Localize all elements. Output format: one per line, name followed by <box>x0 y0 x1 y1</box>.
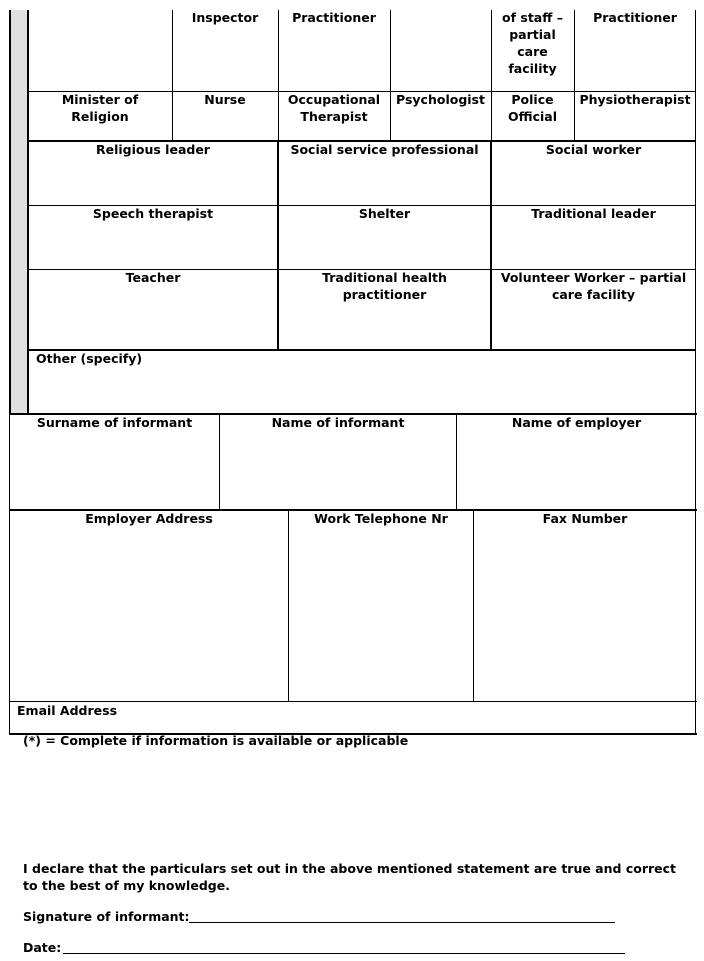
category-label: Police Official <box>508 92 557 124</box>
declaration-text: I declare that the particulars set out in the above mentioned statement are true and correct to the best of my knowledge. <box>23 861 677 893</box>
category-label: Religious leader <box>96 142 210 157</box>
category-label: Psychologist <box>396 92 485 107</box>
category-label: Traditional health practitioner <box>322 270 447 302</box>
category-label: Teacher <box>125 270 181 285</box>
name-of-informant-label: Name of informant <box>271 415 405 430</box>
category-label: Social service professional <box>290 142 479 157</box>
category-cell[interactable] <box>278 204 491 222</box>
category-label: Shelter <box>358 206 411 221</box>
date-label: Date: <box>23 940 62 955</box>
category-cell[interactable] <box>278 140 491 158</box>
table-border <box>574 10 575 140</box>
employer-address-label: Employer Address <box>85 511 213 526</box>
category-label: Speech therapist <box>92 206 214 221</box>
table-border <box>390 10 391 140</box>
category-label: Physiotherapist <box>579 92 691 107</box>
category-cell[interactable] <box>278 90 390 125</box>
footnote: (*) = Complete if information is available or applicable <box>23 733 409 748</box>
table-border <box>9 10 11 414</box>
table-border <box>277 141 279 350</box>
signature-line[interactable] <box>189 922 615 923</box>
category-cell[interactable] <box>491 8 574 77</box>
category-cell[interactable] <box>172 8 278 26</box>
category-cell[interactable] <box>390 8 491 9</box>
category-cell[interactable] <box>491 90 574 125</box>
category-label: Social worker <box>545 142 642 157</box>
work-telephone-label: Work Telephone Nr <box>314 511 448 526</box>
table-border <box>172 10 173 140</box>
category-cell[interactable] <box>28 8 172 9</box>
category-label: Minister of Religion <box>61 92 139 124</box>
category-cell[interactable] <box>28 90 172 125</box>
category-label: of staff – partial care facility <box>502 10 563 76</box>
category-label: Practitioner <box>593 10 677 25</box>
surname-of-informant-label: Surname of informant <box>36 415 193 430</box>
category-label: Inspector <box>191 10 259 25</box>
employer-address-field[interactable] <box>10 509 288 701</box>
email-address-field[interactable] <box>10 701 696 733</box>
category-cell[interactable] <box>172 90 278 108</box>
name-of-informant-field[interactable] <box>220 413 456 509</box>
email-address-label: Email Address <box>17 703 118 718</box>
signature-label: Signature of informant: <box>23 909 190 924</box>
category-cell[interactable] <box>28 268 278 286</box>
section-sidebar <box>10 10 27 414</box>
name-of-employer-field[interactable] <box>457 413 696 509</box>
name-of-employer-label: Name of employer <box>511 415 642 430</box>
category-cell[interactable] <box>278 8 390 26</box>
category-cell[interactable] <box>574 8 696 26</box>
category-label: Occupational Therapist <box>287 92 381 124</box>
category-label: Traditional leader <box>531 206 656 221</box>
category-cell[interactable] <box>574 90 696 108</box>
date-line[interactable] <box>63 953 625 954</box>
work-telephone-field[interactable] <box>289 509 473 701</box>
category-cell[interactable] <box>28 140 278 158</box>
fax-number-field[interactable] <box>474 509 696 701</box>
category-cell[interactable] <box>491 268 696 303</box>
table-border <box>490 141 492 350</box>
category-label: Nurse <box>204 92 246 107</box>
category-cell[interactable] <box>390 90 491 108</box>
category-label: Volunteer Worker – partial care facility <box>500 270 687 302</box>
category-label: Practitioner <box>292 10 376 25</box>
category-cell[interactable] <box>28 204 278 222</box>
fax-number-label: Fax Number <box>542 511 628 526</box>
category-cell[interactable] <box>491 204 696 222</box>
category-cell[interactable] <box>491 140 696 158</box>
other-specify-label: Other (specify) <box>36 351 143 366</box>
surname-of-informant-field[interactable] <box>10 413 219 509</box>
category-cell[interactable] <box>278 268 491 303</box>
other-specify-field[interactable] <box>28 349 696 413</box>
